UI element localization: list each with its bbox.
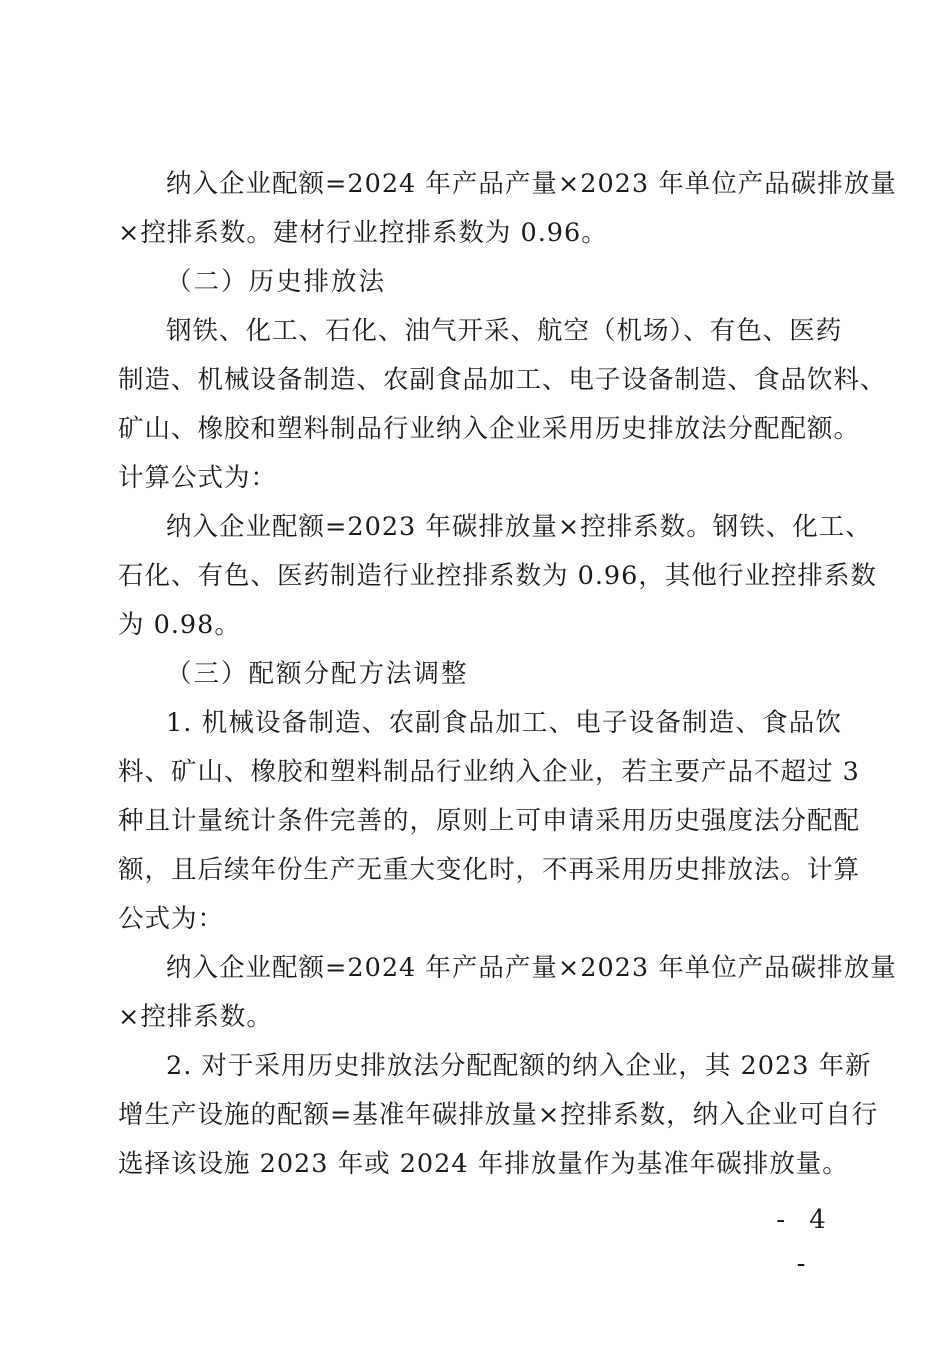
paragraph-line: 料、矿山、橡胶和塑料制品行业纳入企业，若主要产品不超过 3 xyxy=(118,757,860,787)
paragraph-line: 公式为： xyxy=(118,904,225,934)
paragraph-line: 纳入企业配额=2024 年产品产量×2023 年单位产品碳排放量 xyxy=(166,169,897,199)
paragraph-line: 种且计量统计条件完善的，原则上可申请采用历史强度法分配配 xyxy=(118,806,861,836)
paragraph-line: 额，且后续年份生产无重大变化时，不再采用历史排放法。计算 xyxy=(118,855,861,885)
paragraph-line: 石化、有色、医药制造行业控排系数为 0.96，其他行业控排系数 xyxy=(118,561,877,591)
paragraph-line: ×控排系数。建材行业控排系数为 0.96。 xyxy=(118,218,608,248)
paragraph-line: 纳入企业配额=2024 年产品产量×2023 年单位产品碳排放量 xyxy=(166,953,897,983)
paragraph-line: 2. 对于采用历史排放法分配配额的纳入企业，其 2023 年新 xyxy=(166,1051,872,1081)
body-text xyxy=(118,160,897,1189)
paragraph-line: 计算公式为： xyxy=(118,463,278,493)
paragraph-line: 增生产设施的配额=基准年碳排放量×控排系数，纳入企业可自行 xyxy=(118,1100,879,1130)
page-number: - 4 - xyxy=(776,1205,834,1279)
paragraph-line: 选择该设施 2023 年或 2024 年排放量作为基准年碳排放量。 xyxy=(118,1149,849,1179)
paragraph-line: 纳入企业配额=2023 年碳排放量×控排系数。钢铁、化工、 xyxy=(166,512,872,542)
paragraph-line: 制造、机械设备制造、农副食品加工、电子设备制造、食品饮料、 xyxy=(118,365,887,395)
paragraph-line: 钢铁、化工、石化、油气开采、航空（机场）、有色、医药 xyxy=(166,316,843,346)
section-heading: （二）历史排放法 xyxy=(166,267,387,297)
paragraph-line: 为 0.98。 xyxy=(118,610,241,640)
paragraph-line: 1. 机械设备制造、农副食品加工、电子设备制造、食品饮 xyxy=(166,708,842,738)
paragraph-line: ×控排系数。 xyxy=(118,1002,273,1032)
paragraph-line: 矿山、橡胶和塑料制品行业纳入企业采用历史排放法分配配额。 xyxy=(118,414,861,444)
section-heading: （三）配额分配方法调整 xyxy=(166,659,469,689)
